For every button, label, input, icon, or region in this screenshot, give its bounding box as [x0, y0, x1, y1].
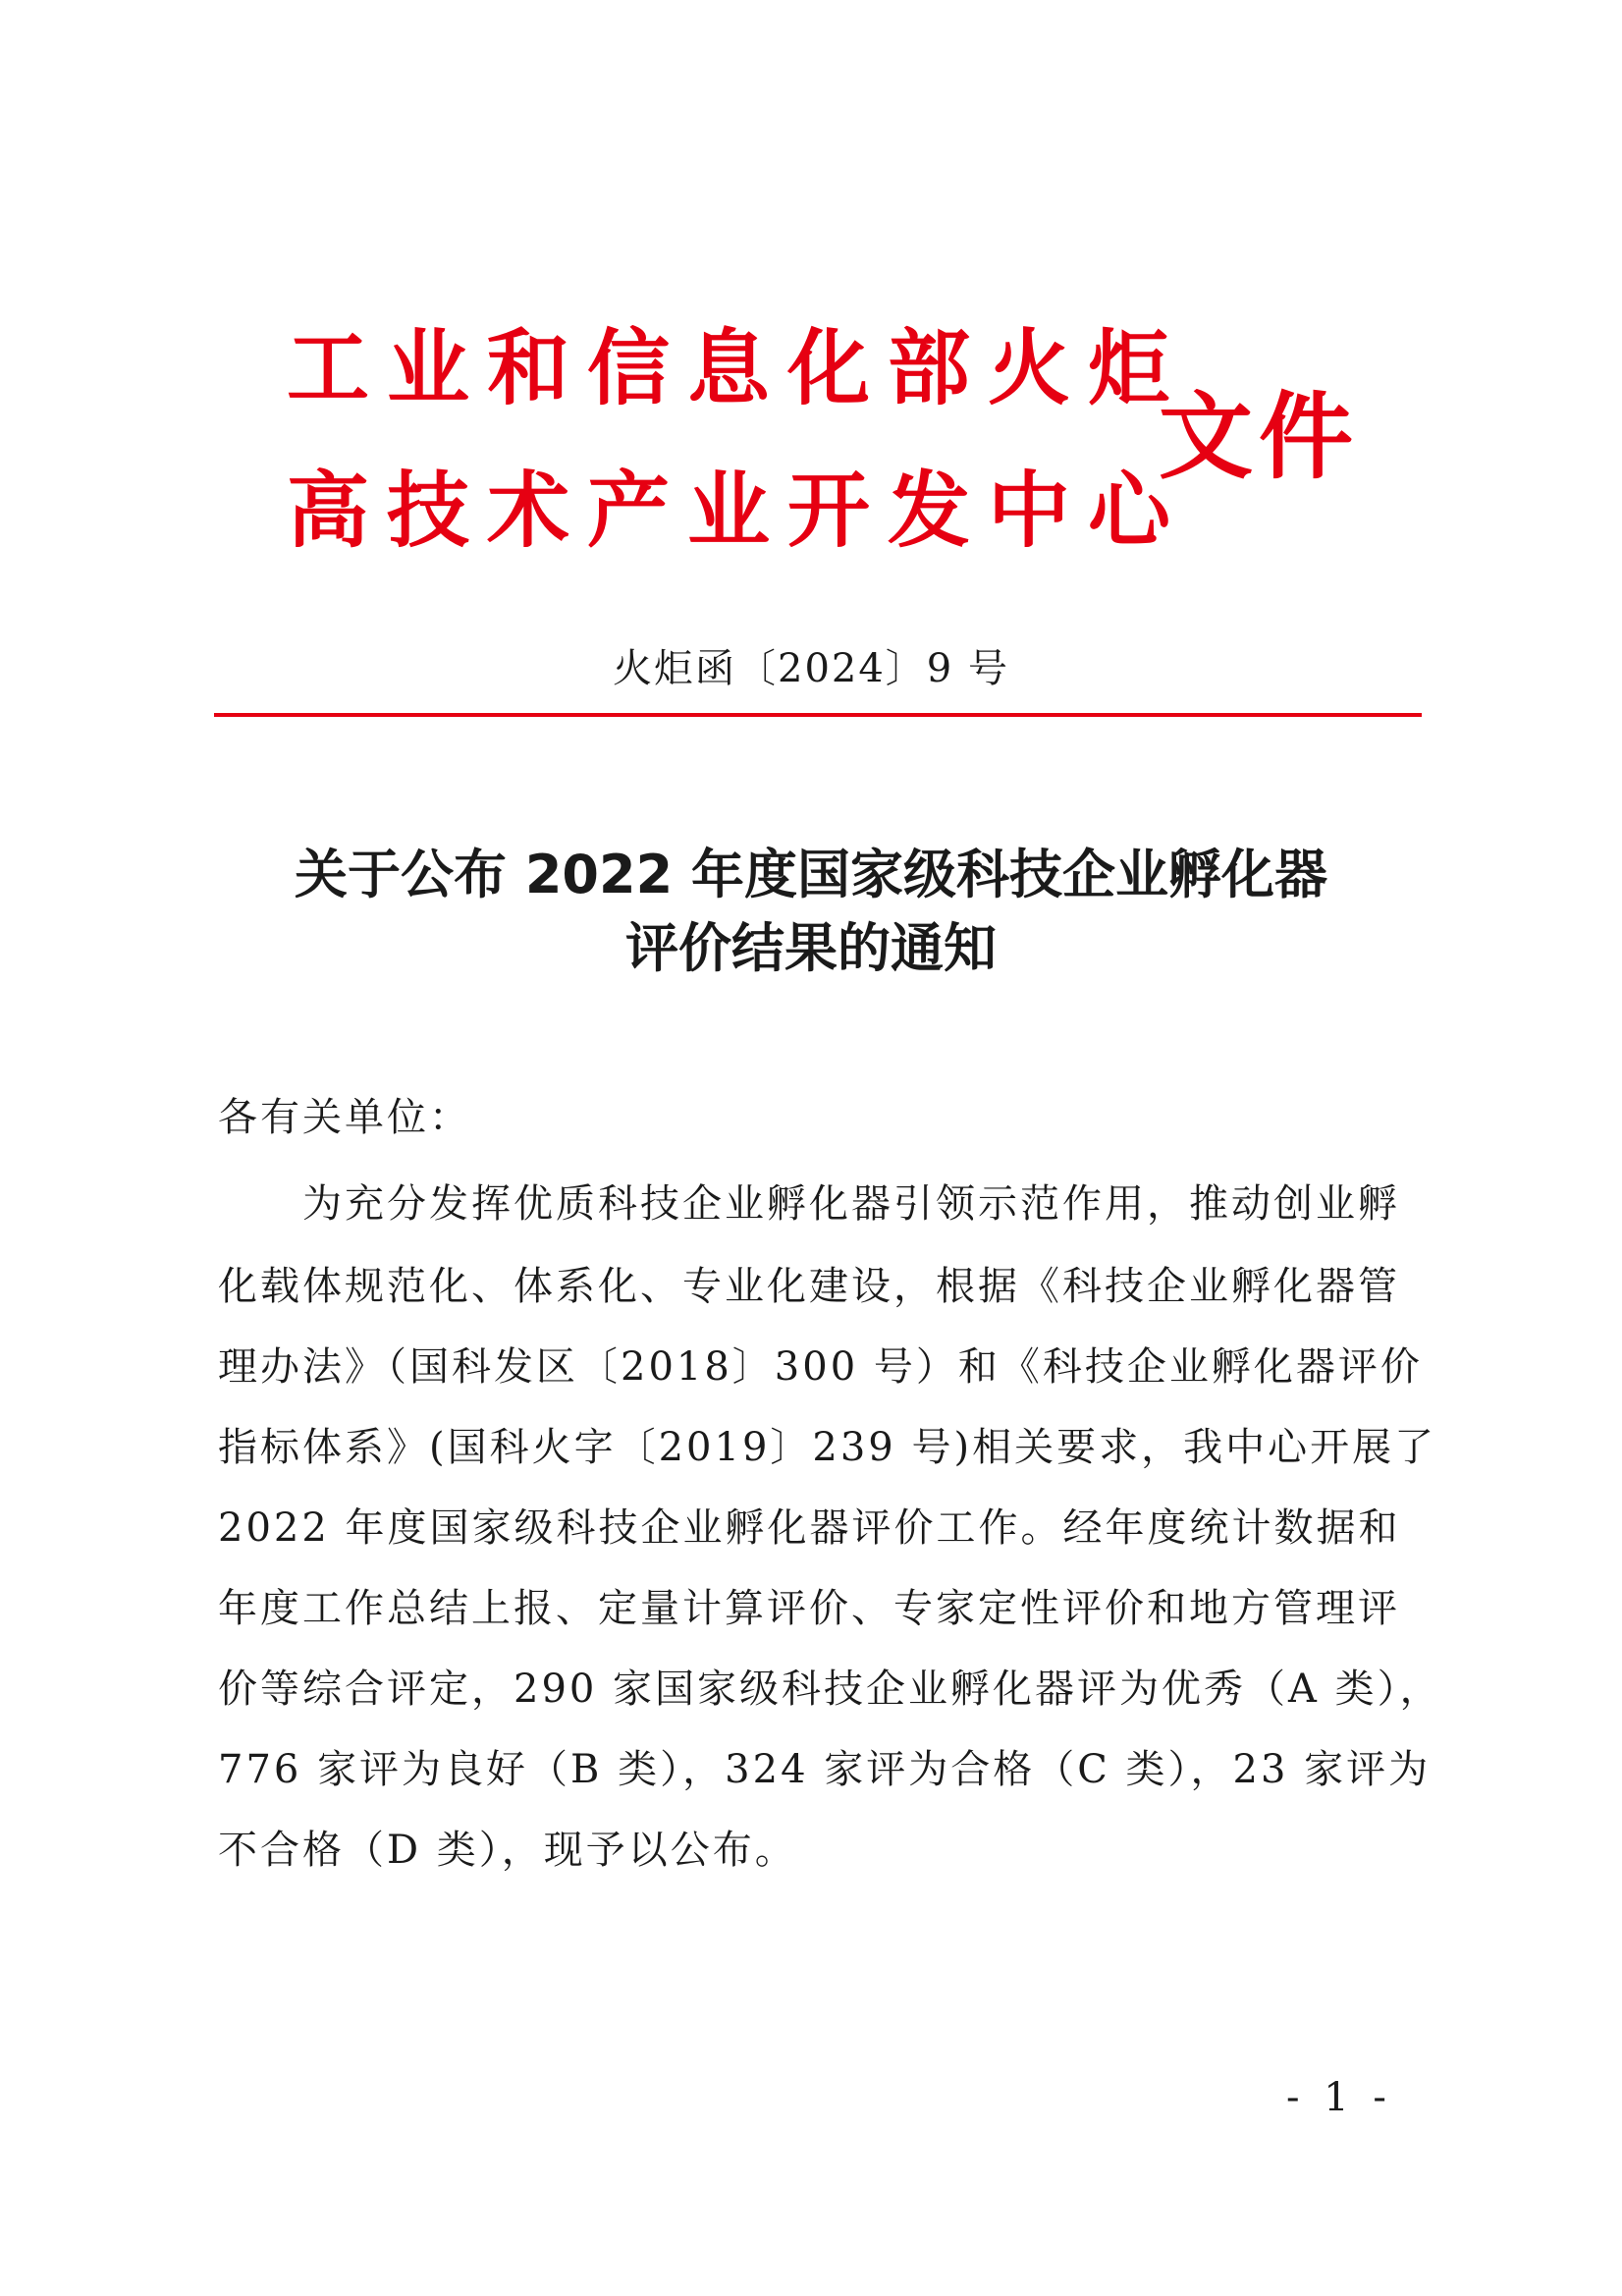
body-text-line: 化载体规范化、体系化、专业化建设，根据《科技企业孵化器管	[218, 1264, 1400, 1309]
body-text-line: 2022 年度国家级科技企业孵化器评价工作。经年度统计数据和	[218, 1505, 1401, 1551]
salutation: 各有关单位：	[218, 1095, 471, 1140]
body-text-line: 理办法》（国科发区〔2018〕300 号）和《科技企业孵化器评价	[218, 1344, 1423, 1390]
body-text-line: 指标体系》(国科火字〔2019〕239 号)相关要求，我中心开展了	[218, 1425, 1437, 1470]
page-number: - 1 -	[1286, 2075, 1392, 2120]
document-title-line-2: 评价结果的通知	[625, 917, 997, 979]
red-divider-line	[214, 713, 1422, 717]
body-text-line: 价等综合评定，290 家国家级科技企业孵化器评为优秀（A 类），	[218, 1667, 1442, 1712]
body-text-line: 不合格（D 类），现予以公布。	[218, 1828, 797, 1873]
issuer-suffix: 文件	[1159, 382, 1359, 492]
body-text-line: 776 家评为良好（B 类），324 家评为合格（C 类），23 家评为	[218, 1747, 1432, 1792]
body-text-line: 为充分发挥优质科技企业孵化器引领示范作用，推动创业孵	[302, 1181, 1400, 1227]
document-title-line-1: 关于公布 2022 年度国家级科技企业孵化器	[295, 844, 1327, 905]
body-text-line: 年度工作总结上报、定量计算评价、专家定性评价和地方管理评	[218, 1586, 1400, 1631]
document-number: 火炬函〔2024〕9 号	[613, 646, 1009, 691]
issuer-name-line-2: 高技术产业开发中心	[287, 463, 1189, 559]
issuer-name-line-1: 工业和信息化部火炬	[287, 320, 1189, 416]
